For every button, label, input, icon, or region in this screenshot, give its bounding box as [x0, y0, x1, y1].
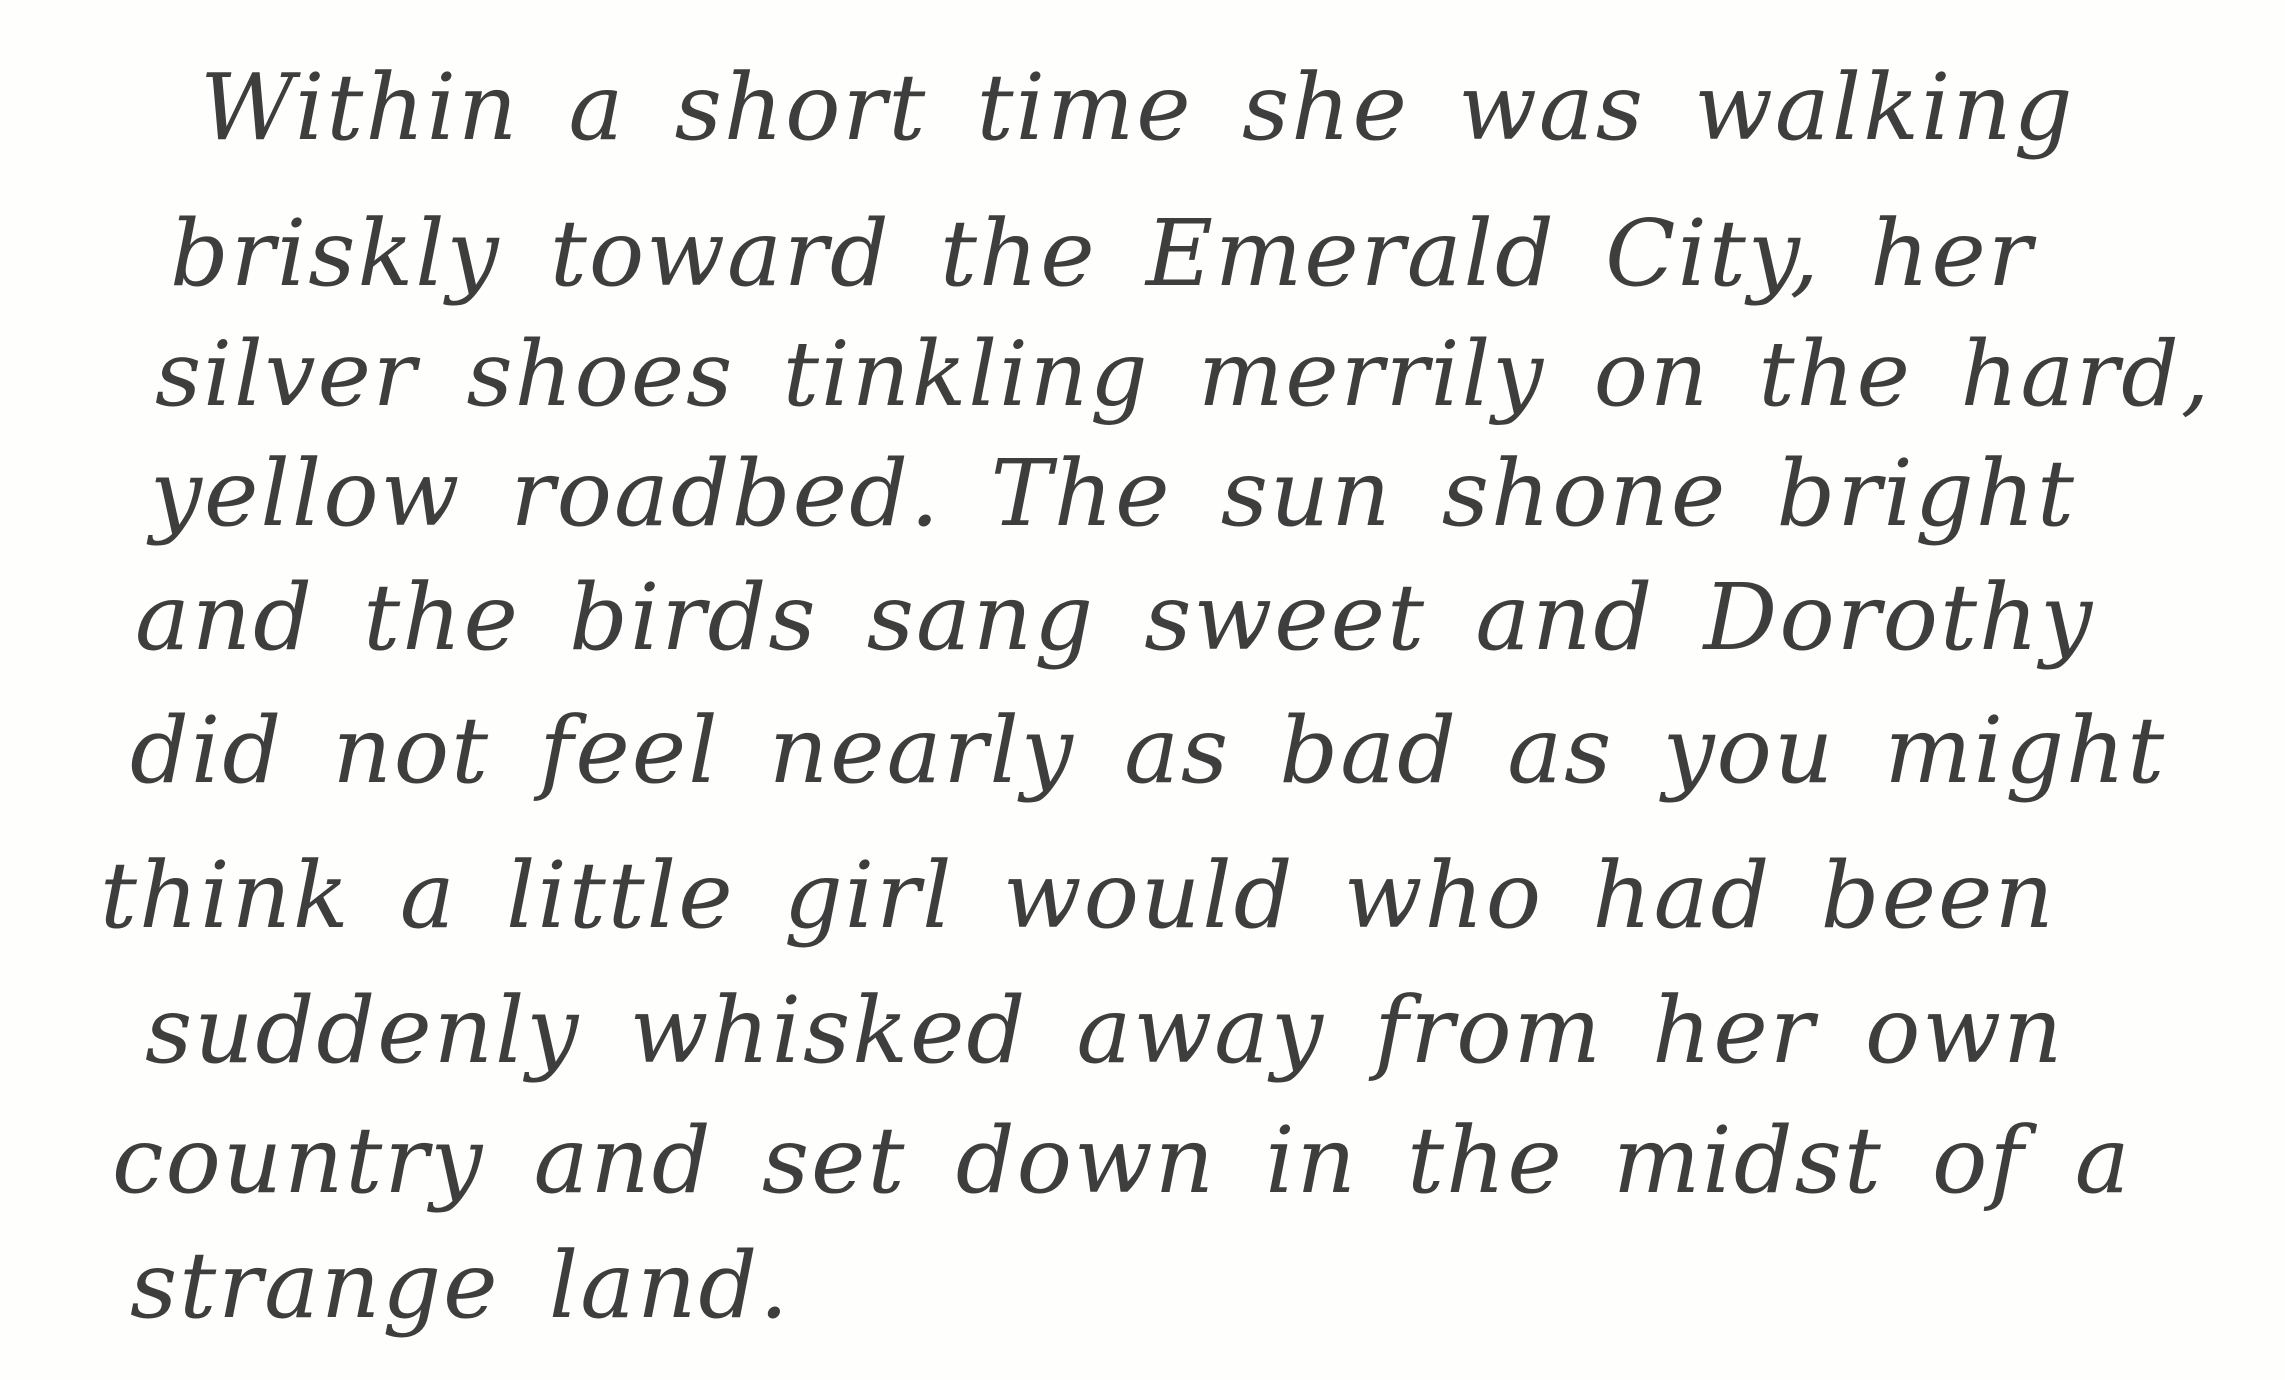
handwritten-line: and the birds sang sweet and Dorothy — [135, 564, 2095, 671]
handwritten-line: silver shoes tinkling merrily on the hard, — [155, 322, 2212, 427]
handwritten-line: yellow roadbed. The sun shone bright — [150, 440, 2076, 547]
handwritten-line: think a little girl would who had been — [100, 842, 2056, 949]
handwritten-line: Within a short time she was walking — [200, 54, 2075, 161]
handwritten-line: country and set down in the midst of a — [112, 1107, 2132, 1214]
handwritten-line: did not feel nearly as bad as you might — [130, 697, 2167, 804]
handwritten-line: briskly toward the Emerald City, her — [170, 200, 2034, 307]
handwritten-line: strange land. — [130, 1232, 791, 1339]
handwritten-line: suddenly whisked away from her own — [145, 977, 2065, 1084]
